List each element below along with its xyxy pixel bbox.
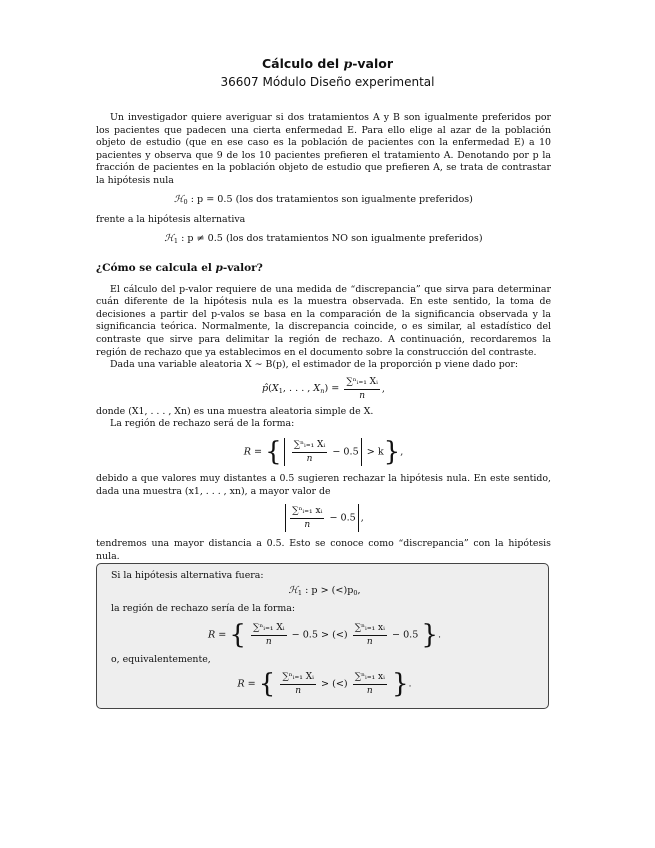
box-equivalent-formula: R = { $\frac{\text{∑ⁿᵢ₌₁ Xᵢ}}{n}$ > (<) $\frac{\text{∑ⁿᵢ₌₁ xᵢ}}{n}$ }. (237, 669, 412, 700)
box-region-formula: R = { $\frac{\text{∑ⁿᵢ₌₁ Xᵢ}}{n}$ − 0.5 > (<) $\frac{\text{∑ⁿᵢ₌₁ xᵢ}}{n}$ − 0.5 }. (207, 619, 442, 650)
sample-definition: donde (X1, . . . , Xn) es una muestra aleatoria simple de X. (96, 405, 374, 417)
null-hypothesis: ℋ$_0$ : p = 0.5 (los dos tratamientos son igualmente preferidos) (174, 193, 473, 206)
region-intro: La región de rechazo será de la forma: (110, 418, 295, 430)
conclusion-paragraph: tendremos una mayor distancia a 0.5. Esto se conoce como “discrepancia” con la hipótesis nula. (96, 538, 551, 562)
box-alt-hypothesis: ℋ$_1$ : $p > (<)p_0$, (288, 584, 361, 597)
intro-paragraph: Un investigador quiere averiguar si dos tratamientos A y B son igualmente preferidos por los pacientes que padecen una cierta enfermedad E. Para ello elige al azar de la población objeto de estudio (que en ese caso es la población de pacientes con la enfermedad E) a 10 pacientes y observa que 9 de los 10 pacientes prefieren el tratamiento A. Denotando por p la fracción de pacientes en la población objeto de estudio que prefieren A, se trata de contrastar la hipótesis nula (96, 112, 551, 186)
discrepancy-formula: $\frac{\text{∑ⁿᵢ₌₁ xᵢ}}{n}$ − 0.5 , (96, 504, 551, 532)
page-subtitle: 36607 Módulo Diseño experimental (220, 75, 435, 89)
distance-paragraph: debido a que valores muy distantes a 0.5 sugieren rechazar la hipótesis nula. En este sentido, dada una muestra (x1, . . . , xn), a mayor valor de (96, 472, 551, 497)
intro-section (96, 112, 551, 253)
section-heading: ¿Cómo se calcula el p-valor? (96, 262, 263, 274)
pvalue-section (96, 262, 551, 563)
box-line3: o, equivalentemente, (111, 653, 211, 665)
rejection-region-formula: R = { $\frac{\text{∑ⁿᵢ₌₁ Xᵢ}}{n}$ − 0.5 > k}, (243, 436, 404, 467)
alt-hypothesis: ℋ$_1$ : p ≠ 0.5 (los dos tratamientos NO son igualmente preferidos) (164, 232, 483, 245)
estimator-formula: $p̂(X_1$, . . . , $X_n$) = $\frac{\text{∑ⁿᵢ₌₁ Xᵢ}}{n}$ , (262, 376, 385, 401)
estimator-intro: Dada una variable aleatoria X ∼ B(p), el estimador de la proporción p viene dado por: (110, 359, 519, 371)
box-line1: Si la hipótesis alternativa fuera: (111, 570, 264, 581)
alt-intro: frente a la hipótesis alternativa (96, 214, 246, 226)
page-title: Cálculo del p-valor (261, 56, 394, 71)
one-sided-note-box (96, 563, 549, 709)
box-line2: la región de rechazo sería de la forma: (111, 603, 295, 615)
discrepancy-paragraph: El cálculo del p-valor requiere de una medida de “discrepancia” que sirva para determinar cuán diferente de la hipótesis nula es la muestra observada. En este sentido, la toma de decisiones a partir del p-valos se basa en la comparación de la significancia observada y la significancia teórica. Normalmente, la discrepancia coincide, o es similar, al estadístico del contraste que sirve para delimitar la región de rechazo. A continuación, recordaremos la región de rechazo que ya establecimos en el documento sobre la construcción del contraste. (96, 283, 551, 358)
